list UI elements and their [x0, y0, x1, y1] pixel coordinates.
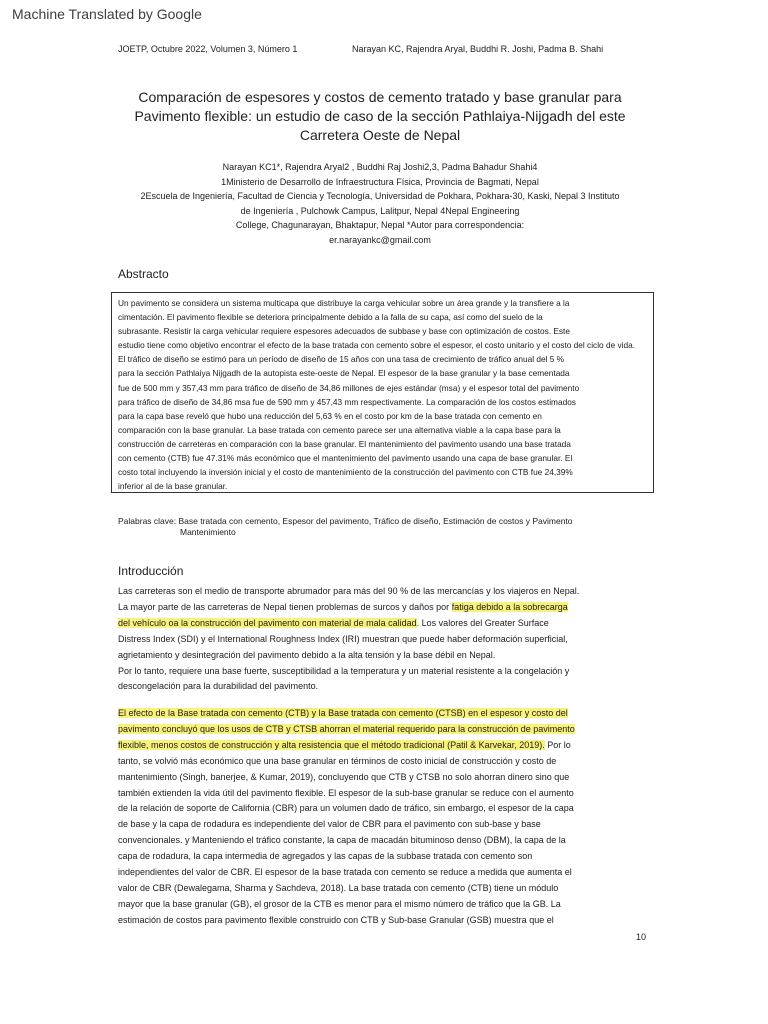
abstract-line: subrasante. Resistir la carga vehicular requiere espesores adecuados de subbase y base con optimización de costos. Este — [118, 326, 570, 337]
paragraph-line: de base y la capa de rodadura es independiente del valor de CBR para el pavimento con sub-base y base — [118, 819, 541, 830]
abstract-line: para la sección Pathlaiya Nijgadh de la autopista este-oeste de Nepal. El espesor de la base granular y la base cementada — [118, 368, 570, 379]
abstract-line: inferior al de la base granular. — [118, 481, 228, 492]
keywords-line: Palabras clave: Base tratada con cemento, Espesor del pavimento, Tráfico de diseño, Estimación de costos y Pavimento — [118, 516, 573, 526]
abstract-line: costo total incluyendo la inversión inicial y el costo de mantenimiento de la construcción del pavimento con CTB fue 24,39% — [118, 467, 573, 478]
affiliation-line: 2Escuela de Ingeniería, Facultad de Ciencia y Tecnología, Universidad de Pokhara, Pokhara-30, Kaski, Nepal 3 Instituto — [140, 191, 620, 201]
abstract-heading: Abstracto — [118, 267, 169, 281]
paragraph-line — [118, 706, 658, 722]
paragraph-line: convencionales. y Manteniendo el tráfico constante, la capa de macadán bituminoso denso (DBM), la capa de la — [118, 835, 566, 846]
affiliation-line: College, Chagunarayan, Bhaktapur, Nepal *Autor para correspondencia: — [235, 220, 525, 230]
intro-paragraph-1 — [118, 584, 658, 695]
paragraph-line — [118, 738, 658, 754]
abstract-line: construcción de carreteras en comparación con la base granular. El mantenimiento del pavimento usando una base tratada — [118, 438, 571, 449]
text-span: Por lo — [544, 739, 571, 750]
paragraph-line: tanto, se volvió más económico que una base granular en términos de costo inicial de construcción y costo de — [118, 755, 557, 766]
author-names: Narayan KC1*, Rajendra Aryal2 , Buddhi Raj Joshi2,3, Padma Bahadur Shahi4 — [222, 162, 538, 172]
author-affiliations — [110, 160, 650, 247]
running-header-authors: Narayan KC, Rajendra Aryal, Buddhi R. Joshi, Padma B. Shahi — [352, 44, 604, 54]
paragraph-line: independientes del valor de CBR. El espesor de la base tratada con cemento se reduce a medida que aumenta el — [118, 867, 572, 878]
introduction-heading: Introducción — [118, 564, 184, 578]
highlighted-text: del vehículo oa la construcción del pavimento con material de mala calidad — [118, 617, 417, 628]
title-line: Carretera Oeste de Nepal — [299, 127, 461, 143]
highlighted-text: flexible, menos costos de construcción y alta resistencia que el método tradicional (Patil & Karvekar, 2019). — [118, 739, 545, 750]
intro-paragraph-2 — [118, 706, 658, 929]
title-line: Comparación de espesores y costos de cemento tratado y base granular para — [138, 89, 622, 105]
paragraph-line: Las carreteras son el medio de transporte abrumador para más del 90 % de las mercancías y los viajeros en Nepal. — [118, 586, 580, 596]
paragraph-line: mantenimiento (Singh, banerjee, & Kumar, 2019), concluyendo que CTB y CTSB no solo ahorran dinero sino que — [118, 771, 570, 782]
paragraph-line — [118, 616, 658, 632]
paragraph-line: Distress Index (SDI) y el International Roughness Index (IRI) muestran que puede haber deformación superficial, — [118, 633, 568, 644]
title-line: Pavimento flexible: un estudio de caso de la sección Pathlaiya-Nijgadh del este — [134, 108, 626, 124]
keywords-line: Mantenimiento — [180, 527, 236, 537]
paragraph-line: mayor que la base granular (GB), el grosor de la CTB es menor para el mismo número de tráfico que la GB. La — [118, 898, 561, 909]
paragraph-line — [118, 722, 658, 738]
abstract-line: comparación con la base granular. La base tratada con cemento parece ser una alternativa viable a la capa base para la — [118, 424, 561, 435]
highlighted-text: pavimento concluyó que los usos de CTB y CTSB ahorran el material requerido para la construcción de pavimento — [118, 723, 575, 734]
paragraph-line: capa de rodadura, la capa intermedia de agregados y las capas de la subbase tratada con cemento son — [118, 851, 533, 862]
text-span: . Los valores del Greater Surface — [416, 617, 549, 628]
paragraph-line: estimación de costos para pavimento flexible construido con CTB y Sub-base Granular (GSB) muestra que el — [118, 914, 554, 925]
abstract-line: para la capa base reveló que hubo una reducción del 5,63 % en el costo por km de la base tratada con cemento en — [118, 410, 542, 421]
running-header-journal: JOETP, Octubre 2022, Volumen 3, Número 1 — [118, 44, 298, 54]
paragraph-line — [118, 600, 658, 616]
affiliation-line: de Ingeniería , Pulchowk Campus, Lalitpur, Nepal 4Nepal Engineering — [240, 205, 520, 216]
abstract-line: estudio tiene como objetivo encontrar el efecto de la base tratada con cemento sobre el espesor, el costo unitario y el costo del ciclo de vida. — [118, 340, 636, 351]
abstract-text — [118, 296, 718, 493]
paragraph-line: agrietamiento y desintegración del pavimento debido a la alta tensión y la base débil en Nepal. — [118, 649, 496, 660]
paragraph-line: descongelación para la durabilidad del pavimento. — [118, 681, 319, 692]
abstract-line: con cemento (CTB) fue 47.31% más económico que el mantenimiento del pavimento usando una capa de base granular. El — [118, 453, 573, 464]
text-span: La mayor parte de las carreteras de Nepal tienen problemas de surcos y daños por — [118, 601, 452, 612]
abstract-line: El tráfico de diseño se estimó para un período de diseño de 15 años con una tasa de crecimiento de tráfico anual del 5 % — [118, 354, 565, 365]
abstract-line: para tráfico de diseño de 34,86 msa fue de 590 mm y 457,43 mm respectivamente. La comparación de los costos estimados — [118, 396, 576, 407]
abstract-line: Un pavimento se considera un sistema multicapa que distribuye la carga vehicular sobre un área grande y la transfiere a la — [118, 298, 570, 308]
paragraph-line: también extienden la vida útil del pavimento flexible. El espesor de la sub-base granular se reduce con el aumento — [118, 787, 574, 798]
affiliation-line: 1Ministerio de Desarrollo de Infraestructura Física, Provincia de Bagmati, Nepal — [221, 176, 539, 187]
paper-title — [110, 88, 650, 145]
paragraph-line: valor de CBR (Dewalegama, Sharma y Sachdeva, 2018). La base tratada con cemento (CTB) tiene un módulo — [118, 882, 559, 893]
correspondence-email: er.narayankc@gmail.com — [329, 234, 431, 245]
machine-translated-banner: Machine Translated by Google — [12, 6, 202, 22]
abstract-line: fue de 500 mm y 357,43 mm para tráfico de diseño de 34,86 millones de ejes estándar (msa) y el espesor total del pavimento — [118, 382, 580, 393]
page-number: 10 — [636, 932, 647, 942]
paragraph-line: de la relación de soporte de California (CBR) para un volumen dado de tráfico, sin embargo, el espesor de la capa — [118, 803, 574, 814]
highlighted-text: El efecto de la Base tratada con cemento (CTB) y la Base tratada con cemento (CTSB) en el espesor y costo del — [118, 708, 568, 718]
highlighted-text: fatiga debido a la sobrecarga — [451, 601, 568, 612]
paragraph-line: Por lo tanto, requiere una base fuerte, susceptibilidad a la temperatura y un material resistente a la congelación y — [118, 665, 570, 676]
abstract-line: cimentación. El pavimento flexible se deteriora principalmente debido a la falla de su capa, así como del suelo de la — [118, 312, 543, 323]
keywords — [118, 516, 573, 538]
